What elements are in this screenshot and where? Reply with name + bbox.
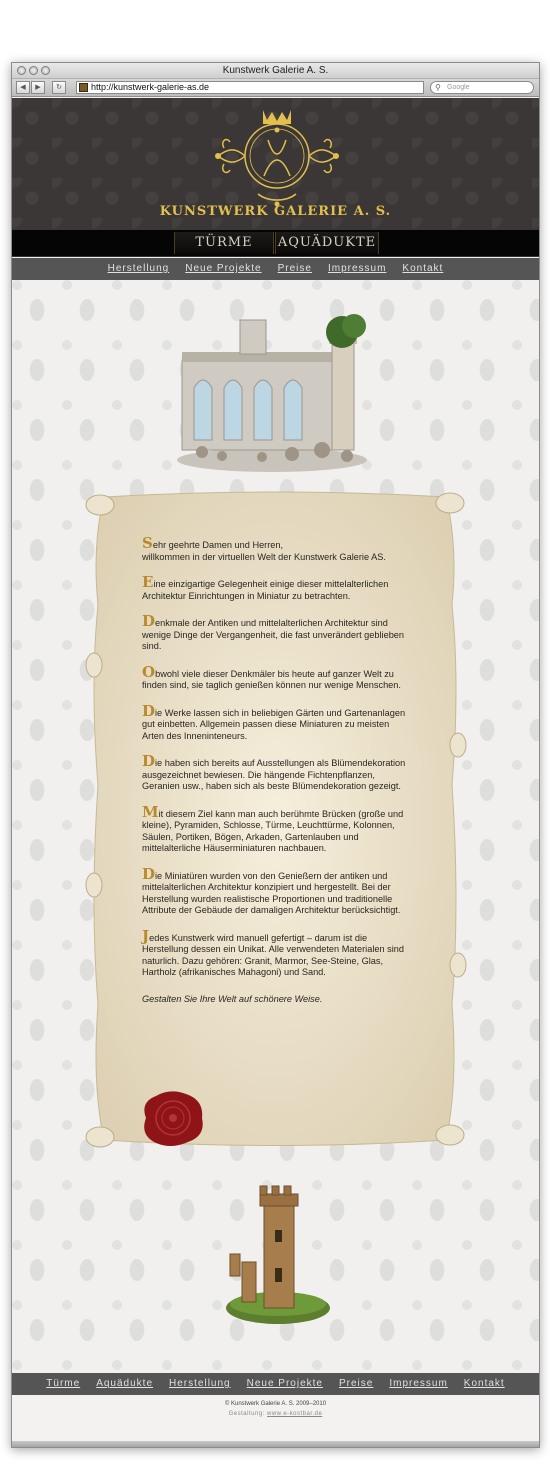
letter-paragraph — [142, 612, 410, 653]
letter-closing: Gestalten Sie Ihre Welt auf schönere Weise. — [142, 993, 323, 1004]
browser-window — [11, 62, 540, 1448]
footnav-preise[interactable]: Preise — [338, 1378, 374, 1389]
back-arrow-icon[interactable]: ◀ — [16, 81, 30, 94]
subnav-kontakt[interactable]: Kontakt — [402, 263, 444, 274]
subnav-impressum[interactable]: Impressum — [327, 263, 387, 274]
paragraph-text: ie Miniatüren wurden von den Genießern der antiken und mittelalterlichen Architektur konzipiert und hergestellt. Bei der Herstellung wurden realistische Proportionen und traditionelle Attribute der Gebäude der damaligen Architektur berücksichtigt. — [142, 870, 401, 915]
footnav-kontakt[interactable]: Kontakt — [463, 1378, 505, 1389]
letter-paragraph — [142, 926, 410, 979]
credit-label: Gestaltung: — [228, 1411, 265, 1417]
paragraph-text: ine einzigartige Gelegenheit einige dieser mittelalterlichen Architektur Einrichtungen in Miniatur zu betrachten. — [142, 579, 389, 601]
subnav-herstellung[interactable]: Herstellung — [107, 263, 170, 274]
footnav-neue-projekte[interactable]: Neue Projekte — [246, 1378, 323, 1389]
drop-cap: D — [142, 612, 156, 630]
footnav-aquaedukte[interactable]: Aquädukte — [96, 1378, 154, 1389]
window-title: Kunstwerk Galerie A. S. — [222, 65, 329, 76]
drop-cap: O — [142, 662, 156, 681]
favicon-icon — [79, 83, 88, 92]
letter-paragraph — [142, 573, 410, 602]
letter-paragraph — [142, 534, 410, 563]
welcome-letter — [142, 534, 410, 1005]
wax-seal-icon — [136, 1088, 208, 1148]
paragraph-text: enkmale der Antiken und mittelalterlichen Architektur sind wenige Dinge der Vergangenheit, die fast unverändert geblieben sind. — [142, 618, 405, 651]
zoom-window-button[interactable] — [41, 66, 50, 75]
letter-paragraph — [142, 864, 410, 917]
paragraph-text: ie Werke lassen sich in beliebigen Gärten und Gartenanlagen gut einbetten. Allgemein passen diese Miniaturen zu meisten Arten des Inneninteneurs. — [142, 707, 406, 741]
close-window-button[interactable] — [17, 66, 26, 75]
drop-cap: J — [142, 926, 150, 945]
sub-nav — [12, 258, 539, 280]
letter-paragraph — [142, 802, 410, 855]
letter-paragraph — [142, 701, 410, 743]
reload-icon[interactable]: ↻ — [52, 81, 66, 94]
nav-aquaedukte[interactable]: AQUÄDUKTE — [275, 232, 379, 254]
search-placeholder: Google — [447, 84, 470, 91]
letter-paragraph — [142, 662, 410, 692]
paragraph-text: ie haben sich bereits auf Ausstellungen als Blümendekoration ausgezeichnet bewiesen. Die hängende Fichtenpflanzen, Geranien usw., haben sich als beste Blümendekoration gezeigt. — [142, 758, 406, 791]
letter-paragraph — [142, 752, 410, 793]
paragraph-text: it diesem Ziel kann man auch berühmte Brücken (große und kleine), Pyramiden, Schlosse, Türme, Leuchttürme, Kolonnen, Säulen, Portiken, Bögen, Arkaden, Gartenlauben und mittelalterliche Häuserminiaturen nachbauen. — [142, 808, 404, 853]
page-content — [12, 280, 539, 1373]
tower-image — [220, 1180, 335, 1330]
drop-cap: M — [142, 802, 159, 821]
address-bar[interactable] — [76, 81, 424, 94]
drop-cap: S — [142, 534, 153, 552]
site-header — [12, 98, 539, 230]
minimize-window-button[interactable] — [29, 66, 38, 75]
footnav-tuerme[interactable]: Türme — [46, 1378, 81, 1389]
credit-link[interactable]: www.e-kostbar.de — [267, 1411, 323, 1417]
nav-tuerme[interactable]: TÜRME — [174, 232, 274, 254]
footnav-impressum[interactable]: Impressum — [389, 1378, 448, 1389]
address-url: http://kunstwerk-galerie-as.de — [91, 82, 210, 92]
copyright-text: © Kunstwerk Galerie A. S. 2009–2010 — [224, 1401, 327, 1407]
browser-search-field[interactable] — [430, 81, 534, 94]
browser-toolbar — [12, 79, 539, 97]
forward-arrow-icon[interactable]: ▶ — [31, 81, 45, 94]
drop-cap: E — [142, 573, 154, 591]
browser-titlebar — [12, 63, 539, 79]
search-icon: ⚲ — [435, 83, 441, 92]
main-nav — [12, 230, 539, 257]
paragraph-text: edes Kunstwerk wird manuell gefertigt – darum ist die Herstellung dessen ein Unikat. Alle verwendeten Materialen sind naturlich. Dazu gehören: Granit, Marmor, See-Steine, Glas, Hartholz (afrikanisches Mahagoni) und Sand. — [142, 932, 404, 977]
paragraph-text: ehr geehrte Damen und Herren, — [152, 540, 284, 550]
subnav-neue-projekte[interactable]: Neue Projekte — [185, 263, 262, 274]
window-controls — [17, 66, 50, 75]
paragraph-text: bwohl viele dieser Denkmäler bis heute auf ganzer Welt zu finden sind, sie taglich genießen können nur wenige Menschen. — [142, 668, 401, 690]
footnav-herstellung[interactable]: Herstellung — [169, 1378, 231, 1389]
paragraph-text: willkommen in der virtuellen Welt der Kunstwerk Galerie AS. — [142, 551, 386, 562]
browser-statusbar — [12, 1441, 539, 1448]
drop-cap: D — [142, 864, 156, 883]
drop-cap: D — [142, 752, 156, 770]
design-credit — [12, 1411, 539, 1417]
logo-emblem-icon[interactable] — [214, 106, 340, 210]
drop-cap: D — [142, 701, 156, 720]
footer-nav — [12, 1373, 539, 1395]
site-logo-text[interactable]: KUNSTWERK GALERIE A. S. — [159, 204, 392, 219]
subnav-preise[interactable]: Preise — [277, 263, 312, 274]
aqueduct-image — [172, 310, 372, 475]
